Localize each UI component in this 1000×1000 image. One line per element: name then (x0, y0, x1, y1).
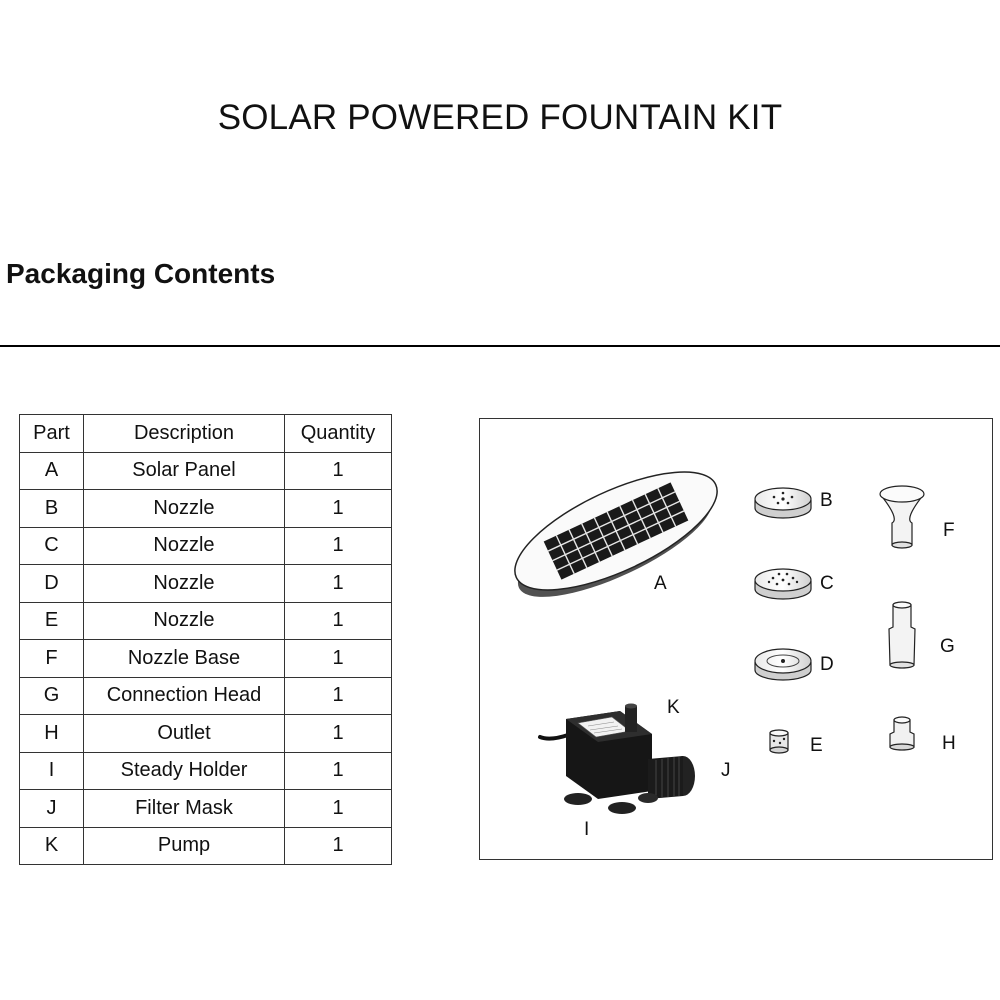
label-h: H (942, 733, 956, 754)
cell-description: Nozzle (84, 527, 285, 565)
cell-quantity: 1 (285, 602, 392, 640)
table-row (20, 827, 392, 865)
solar-panel-icon (499, 448, 732, 617)
cell-quantity: 1 (285, 677, 392, 715)
page-title: SOLAR POWERED FOUNTAIN KIT (217, 98, 783, 137)
filter-mask-icon (648, 756, 695, 799)
cell-quantity: 1 (285, 490, 392, 528)
cell-part: K (20, 827, 84, 865)
parts-diagram (479, 418, 993, 860)
cell-part: C (20, 527, 84, 565)
cell-quantity: 1 (285, 565, 392, 603)
label-c: C (820, 573, 834, 594)
table-row (20, 677, 392, 715)
cell-description: Solar Panel (84, 452, 285, 490)
table-row (20, 602, 392, 640)
table-row (20, 527, 392, 565)
cell-quantity: 1 (285, 715, 392, 753)
nozzle-c-icon (755, 569, 811, 599)
cell-part: F (20, 640, 84, 678)
cell-quantity: 1 (285, 452, 392, 490)
pump-icon (540, 704, 695, 815)
connection-head-icon (889, 602, 915, 668)
cell-part: D (20, 565, 84, 603)
label-j: J (721, 760, 731, 781)
cell-part: G (20, 677, 84, 715)
cell-description: Outlet (84, 715, 285, 753)
cell-part: J (20, 790, 84, 828)
cell-description: Nozzle (84, 602, 285, 640)
label-i: I (584, 819, 590, 840)
nozzle-b-icon (755, 488, 811, 518)
table-row (20, 790, 392, 828)
cell-part: E (20, 602, 84, 640)
header-part: Part (20, 415, 84, 453)
cell-description: Connection Head (84, 677, 285, 715)
cell-quantity: 1 (285, 640, 392, 678)
cell-description: Filter Mask (84, 790, 285, 828)
parts-table (19, 414, 392, 865)
label-d: D (820, 654, 834, 675)
cell-quantity: 1 (285, 752, 392, 790)
parts-illustration (480, 419, 994, 861)
cell-quantity: 1 (285, 527, 392, 565)
cell-description: Nozzle (84, 490, 285, 528)
header-quantity: Quantity (285, 415, 392, 453)
label-f: F (943, 520, 955, 541)
cell-part: B (20, 490, 84, 528)
table-row (20, 452, 392, 490)
table-row (20, 490, 392, 528)
nozzle-d-icon (755, 649, 811, 680)
header-description: Description (84, 415, 285, 453)
table-row (20, 640, 392, 678)
section-heading: Packaging Contents (6, 258, 276, 289)
cell-description: Nozzle (84, 565, 285, 603)
label-k: K (667, 697, 680, 718)
cell-quantity: 1 (285, 827, 392, 865)
nozzle-e-icon (770, 730, 788, 753)
cell-description: Steady Holder (84, 752, 285, 790)
cell-part: H (20, 715, 84, 753)
table-row (20, 715, 392, 753)
cell-part: I (20, 752, 84, 790)
table-row (20, 752, 392, 790)
cell-description: Nozzle Base (84, 640, 285, 678)
nozzle-base-icon (880, 486, 924, 548)
label-a: A (654, 573, 667, 594)
table-row (20, 565, 392, 603)
cell-part: A (20, 452, 84, 490)
label-g: G (940, 636, 955, 657)
cell-description: Pump (84, 827, 285, 865)
label-b: B (820, 490, 833, 511)
cell-quantity: 1 (285, 790, 392, 828)
label-e: E (810, 735, 823, 756)
table-header-row (20, 415, 392, 453)
outlet-icon (890, 717, 914, 750)
divider (0, 345, 1000, 347)
